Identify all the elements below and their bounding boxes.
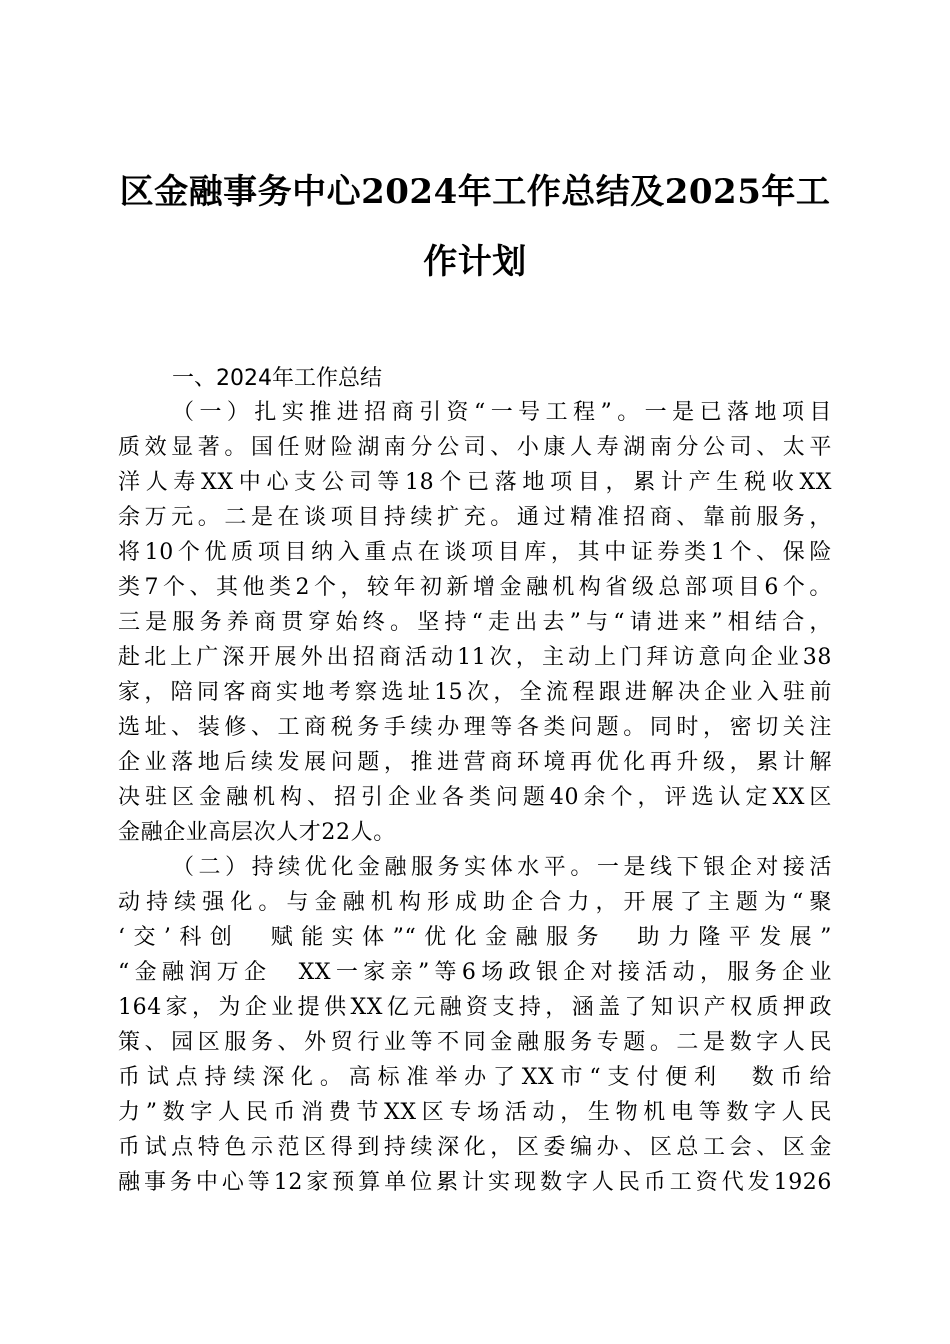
body-line-16: ‘交’科创 赋能实体”“优化金融服务 助力隆平发展” bbox=[118, 925, 832, 950]
body-line-3: 洋人寿XX中心支公司等18个已落地项目，累计产生税收XX bbox=[118, 470, 832, 495]
document-title-line-1: 区金融事务中心2024年工作总结及2025年工 bbox=[119, 172, 831, 212]
body-line-17: “金融润万企 XX一家亲”等6场政银企对接活动，服务企业 bbox=[118, 960, 832, 985]
body-line-12: 决驻区金融机构、招引企业各类问题40余个，评选认定XX区 bbox=[118, 785, 832, 810]
body-line-14: （二）持续优化金融服务实体水平。一是线下银企对接活 bbox=[172, 855, 832, 880]
body-line-23: 融事务中心等12家预算单位累计实现数字人民币工资代发1926 bbox=[118, 1170, 832, 1195]
body-line-10: 选址、装修、工商税务手续办理等各类问题。同时，密切关注 bbox=[118, 715, 832, 740]
body-line-7: 三是服务养商贯穿始终。坚持“走出去”与“请进来”相结合， bbox=[118, 610, 832, 635]
body-line-11: 企业落地后续发展问题，推进营商环境再优化再升级，累计解 bbox=[118, 750, 832, 775]
body-line-13: 金融企业高层次人才22人。 bbox=[118, 820, 396, 845]
body-line-1: （一）扎实推进招商引资“一号工程”。一是已落地项目 bbox=[172, 400, 832, 425]
body-line-6: 类7个、其他类2个，较年初新增金融机构省级总部项目6个。 bbox=[118, 575, 832, 600]
body-line-22: 币试点特色示范区得到持续深化，区委编办、区总工会、区金 bbox=[118, 1135, 832, 1160]
body-line-18: 164家，为企业提供XX亿元融资支持，涵盖了知识产权质押政 bbox=[118, 995, 832, 1020]
body-line-9: 家，陪同客商实地考察选址15次，全流程跟进解决企业入驻前 bbox=[118, 680, 832, 705]
body-line-5: 将10个优质项目纳入重点在谈项目库，其中证券类1个、保险 bbox=[118, 540, 832, 565]
section-heading-2024-summary: 一、2024年工作总结 bbox=[172, 366, 382, 391]
body-line-21: 力”数字人民币消费节XX区专场活动，生物机电等数字人民 bbox=[118, 1100, 832, 1125]
body-line-15: 动持续强化。与金融机构形成助企合力，开展了主题为“聚 bbox=[118, 890, 832, 915]
body-line-4: 余万元。二是在谈项目持续扩充。通过精准招商、靠前服务， bbox=[118, 505, 832, 530]
body-line-8: 赴北上广深开展外出招商活动11次，主动上门拜访意向企业38 bbox=[118, 645, 832, 670]
body-line-19: 策、园区服务、外贸行业等不同金融服务专题。二是数字人民 bbox=[118, 1030, 832, 1055]
body-line-20: 币试点持续深化。高标准举办了XX市“支付便利 数币给 bbox=[118, 1065, 832, 1090]
body-line-2: 质效显著。国任财险湖南分公司、小康人寿湖南分公司、太平 bbox=[118, 435, 832, 460]
document-title-line-2: 作计划 bbox=[423, 242, 527, 282]
